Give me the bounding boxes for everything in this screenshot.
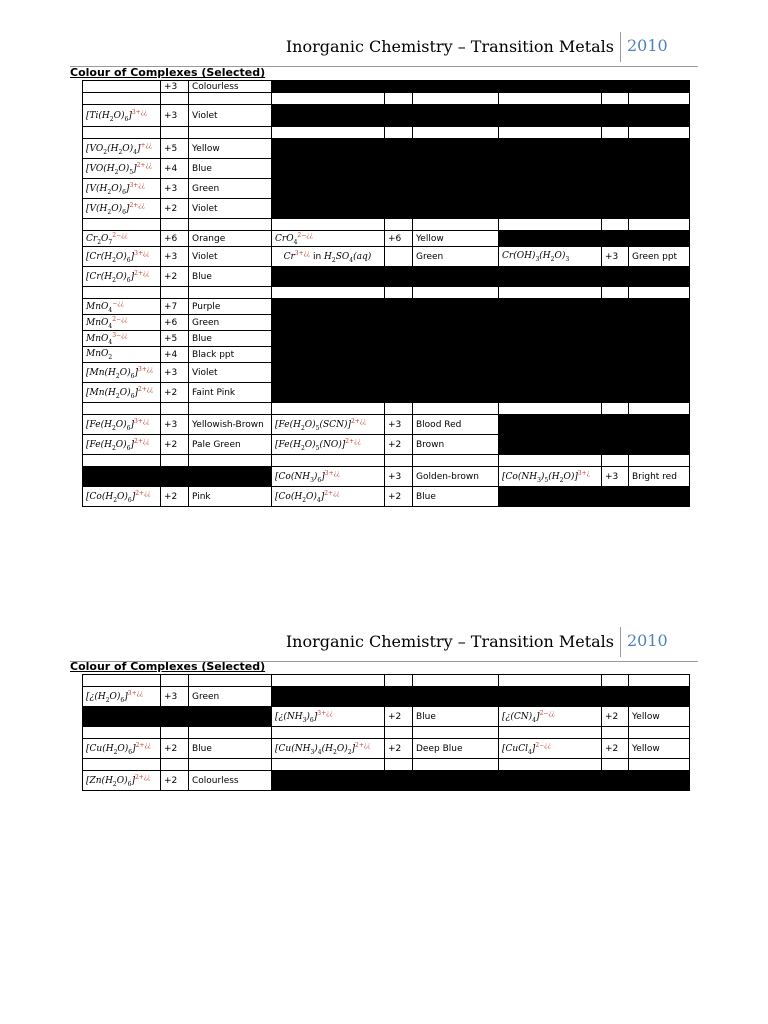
table-cell: +5 bbox=[161, 139, 189, 159]
redacted-cell bbox=[272, 105, 690, 127]
page-header bbox=[70, 625, 698, 662]
formula-cell: $[Ti(H_2O)_6]^{3+¿¿}$ bbox=[83, 105, 161, 127]
table-row bbox=[83, 299, 690, 315]
table-cell bbox=[413, 127, 499, 139]
table-row bbox=[83, 675, 690, 687]
table-row bbox=[83, 727, 690, 739]
formula-cell: $[¿(CN)_4]^{2-¿¿}$ bbox=[499, 707, 602, 727]
formula-cell: $[V(H_2O)_6]^{2+¿¿}$ bbox=[83, 199, 161, 219]
table-cell bbox=[413, 219, 499, 231]
table-cell: +3 bbox=[385, 467, 413, 487]
table-cell: +2 bbox=[161, 487, 189, 507]
table-row bbox=[83, 81, 690, 93]
document-year: 2010 bbox=[627, 36, 668, 55]
table-cell: Black ppt bbox=[189, 347, 272, 363]
formula-cell: $[Mn(H_2O)_6]^{2+¿¿}$ bbox=[83, 383, 161, 403]
table-row bbox=[83, 739, 690, 759]
table-row bbox=[83, 403, 690, 415]
table-cell bbox=[499, 403, 602, 415]
table-cell bbox=[161, 675, 189, 687]
table-cell bbox=[385, 247, 413, 267]
table-cell: Blue bbox=[189, 159, 272, 179]
table-cell: +2 bbox=[161, 199, 189, 219]
table-cell bbox=[413, 727, 499, 739]
table-cell: +3 bbox=[161, 179, 189, 199]
table-cell bbox=[413, 287, 499, 299]
table-cell bbox=[272, 219, 385, 231]
table-cell bbox=[189, 403, 272, 415]
table-cell bbox=[83, 455, 161, 467]
table-cell: Yellow bbox=[629, 707, 690, 727]
table-cell bbox=[272, 127, 385, 139]
table-row bbox=[83, 687, 690, 707]
table-cell bbox=[83, 127, 161, 139]
table-cell bbox=[499, 727, 602, 739]
table-cell bbox=[189, 759, 272, 771]
table-cell bbox=[189, 219, 272, 231]
table-cell: Violet bbox=[189, 363, 272, 383]
document-title: Inorganic Chemistry – Transition Metals bbox=[285, 632, 614, 651]
table-row bbox=[83, 455, 690, 467]
table-cell: +5 bbox=[161, 331, 189, 347]
table-cell: Pink bbox=[189, 487, 272, 507]
redacted-cell bbox=[272, 139, 690, 219]
table-cell: Green bbox=[413, 247, 499, 267]
table-cell bbox=[629, 455, 690, 467]
table-cell bbox=[602, 759, 629, 771]
redacted-cell bbox=[499, 415, 690, 455]
table-row bbox=[83, 467, 690, 487]
table-cell: +2 bbox=[161, 435, 189, 455]
table-cell bbox=[499, 93, 602, 105]
table-row bbox=[83, 231, 690, 247]
formula-cell: $[Fe(H_2O)_6]^{2+¿¿}$ bbox=[83, 435, 161, 455]
table-cell bbox=[499, 455, 602, 467]
table-cell: +7 bbox=[161, 299, 189, 315]
table-cell bbox=[499, 675, 602, 687]
table-cell bbox=[385, 127, 413, 139]
table-row bbox=[83, 707, 690, 727]
table-cell bbox=[499, 287, 602, 299]
table-cell bbox=[413, 759, 499, 771]
table-cell: +2 bbox=[161, 739, 189, 759]
header-divider bbox=[620, 627, 621, 657]
header-divider bbox=[620, 32, 621, 62]
table-row bbox=[83, 93, 690, 105]
formula-cell: $[VO_2(H_2O)_4]^{+¿¿}$ bbox=[83, 139, 161, 159]
formula-cell: $[V(H_2O)_6]^{3+¿¿}$ bbox=[83, 179, 161, 199]
table-row bbox=[83, 127, 690, 139]
formula-cell: $[Fe(H_2O)_5(NO)]^{2+¿¿}$ bbox=[272, 435, 385, 455]
table-cell bbox=[83, 403, 161, 415]
table-cell bbox=[161, 727, 189, 739]
table-cell: Deep Blue bbox=[413, 739, 499, 759]
table-cell bbox=[413, 403, 499, 415]
table-cell: Blue bbox=[413, 487, 499, 507]
section-subtitle: Colour of Complexes (Selected) bbox=[70, 66, 266, 79]
table-cell: Green bbox=[189, 315, 272, 331]
table-cell: Yellowish-Brown bbox=[189, 415, 272, 435]
table-cell: Green bbox=[189, 687, 272, 707]
table-cell: Orange bbox=[189, 231, 272, 247]
table-cell: +6 bbox=[385, 231, 413, 247]
table-cell bbox=[189, 455, 272, 467]
table-cell: Green bbox=[189, 179, 272, 199]
table-cell bbox=[499, 759, 602, 771]
formula-cell: MnO$_4$−¿¿ bbox=[83, 299, 161, 315]
formula-cell: $[¿(NH_3)_6]^{3+¿¿}$ bbox=[272, 707, 385, 727]
formula-cell: $[Cr(H_2O)_6]^{3+¿¿}$ bbox=[83, 247, 161, 267]
table-cell bbox=[189, 127, 272, 139]
table-cell bbox=[602, 403, 629, 415]
table-cell: Violet bbox=[189, 199, 272, 219]
table-cell bbox=[629, 93, 690, 105]
table-cell: Blue bbox=[189, 267, 272, 287]
table-cell: Violet bbox=[189, 105, 272, 127]
table-cell bbox=[161, 127, 189, 139]
table-cell bbox=[385, 759, 413, 771]
document-title: Inorganic Chemistry – Transition Metals bbox=[285, 37, 614, 56]
table-cell: Golden-brown bbox=[413, 467, 499, 487]
table-cell bbox=[602, 727, 629, 739]
table-cell: +3 bbox=[602, 247, 629, 267]
table-cell: Brown bbox=[413, 435, 499, 455]
table-cell: +3 bbox=[161, 363, 189, 383]
table-cell bbox=[272, 759, 385, 771]
table-cell: +3 bbox=[161, 687, 189, 707]
table-cell bbox=[629, 127, 690, 139]
formula-cell: CrO$_4^{2-¿¿}$ bbox=[272, 231, 385, 247]
formula-cell: $[Co(H_2O)_6]^{2+¿¿}$ bbox=[83, 487, 161, 507]
table-cell: +2 bbox=[385, 435, 413, 455]
table-cell bbox=[385, 287, 413, 299]
table-cell bbox=[272, 403, 385, 415]
table-cell bbox=[83, 93, 161, 105]
table-cell: Blood Red bbox=[413, 415, 499, 435]
table-cell: +3 bbox=[161, 105, 189, 127]
table-cell: Colourless bbox=[189, 81, 272, 93]
table-cell bbox=[161, 219, 189, 231]
formula-cell: $[Fe(H_2O)_6]^{3+¿¿}$ bbox=[83, 415, 161, 435]
table-row bbox=[83, 219, 690, 231]
table-row bbox=[83, 487, 690, 507]
table-cell bbox=[629, 675, 690, 687]
table-cell: +2 bbox=[161, 383, 189, 403]
table-cell bbox=[272, 727, 385, 739]
redacted-cell bbox=[272, 299, 690, 403]
table-cell: Yellow bbox=[189, 139, 272, 159]
table-row bbox=[83, 287, 690, 299]
table-cell bbox=[272, 93, 385, 105]
formula-cell: $[Cr(H_2O)_6]^{2+¿¿}$ bbox=[83, 267, 161, 287]
formula-cell: $Cr^{3+¿¿}$ in $H_2SO_4(aq)$ bbox=[272, 247, 385, 267]
table-cell: Pale Green bbox=[189, 435, 272, 455]
table-cell bbox=[189, 287, 272, 299]
table-cell: Blue bbox=[413, 707, 499, 727]
table-row bbox=[83, 247, 690, 267]
table-cell: +3 bbox=[161, 81, 189, 93]
formula-cell: $[Cu(H_2O)_6]^{2+¿¿}$ bbox=[83, 739, 161, 759]
table-cell: +3 bbox=[602, 467, 629, 487]
table-cell bbox=[629, 759, 690, 771]
table-cell: Green ppt bbox=[629, 247, 690, 267]
complexes-table bbox=[82, 80, 690, 507]
table-cell bbox=[385, 403, 413, 415]
table-cell: +2 bbox=[602, 739, 629, 759]
table-cell bbox=[83, 287, 161, 299]
table-row bbox=[83, 105, 690, 127]
redacted-cell bbox=[272, 687, 690, 707]
table-cell: +2 bbox=[602, 707, 629, 727]
formula-cell: $[Co(NH_3)_6]^{3+¿¿}$ bbox=[272, 467, 385, 487]
document-year: 2010 bbox=[627, 631, 668, 650]
table-cell: +2 bbox=[161, 267, 189, 287]
formula-cell: $[Co(H_2O)_4]^{2+¿¿}$ bbox=[272, 487, 385, 507]
table-cell bbox=[602, 93, 629, 105]
redacted-cell bbox=[272, 771, 690, 791]
table-cell: +4 bbox=[161, 347, 189, 363]
table-cell: Violet bbox=[189, 247, 272, 267]
formula-cell: $[Mn(H_2O)_6]^{3+¿¿}$ bbox=[83, 363, 161, 383]
table-cell: +3 bbox=[161, 247, 189, 267]
formula-cell: $Cr(OH)_3(H_2O)_3$ bbox=[499, 247, 602, 267]
formula-cell: $[Fe(H_2O)_5(SCN)]^{2+¿¿}$ bbox=[272, 415, 385, 435]
table-cell bbox=[161, 287, 189, 299]
table-cell: +6 bbox=[161, 315, 189, 331]
table-cell bbox=[83, 727, 161, 739]
table-cell: +4 bbox=[161, 159, 189, 179]
table-cell bbox=[189, 675, 272, 687]
formula-cell: $[Zn(H_2O)_6]^{2+¿¿}$ bbox=[83, 771, 161, 791]
formula-cell: $[¿(H_2O)_6]^{3+¿¿}$ bbox=[83, 687, 161, 707]
table-row bbox=[83, 267, 690, 287]
table-cell bbox=[272, 287, 385, 299]
table-row bbox=[83, 771, 690, 791]
table-cell bbox=[629, 287, 690, 299]
table-row bbox=[83, 139, 690, 159]
formula-cell: MnO$_4^{3-¿¿}$ bbox=[83, 331, 161, 347]
table-cell: Blue bbox=[189, 331, 272, 347]
table-cell bbox=[385, 219, 413, 231]
table-cell: +2 bbox=[161, 771, 189, 791]
formula-cell: [CuCl$_4$]$^{2-¿¿}$ bbox=[499, 739, 602, 759]
table-cell: +2 bbox=[385, 487, 413, 507]
formula-cell: MnO$_2$ bbox=[83, 347, 161, 363]
table-cell: Yellow bbox=[629, 739, 690, 759]
table-cell bbox=[413, 93, 499, 105]
formula-cell: $Cr_2O_7^{2-¿¿}$ bbox=[83, 231, 161, 247]
table-cell: Faint Pink bbox=[189, 383, 272, 403]
table-cell: Yellow bbox=[413, 231, 499, 247]
table-cell bbox=[189, 727, 272, 739]
table-cell bbox=[83, 81, 161, 93]
table-cell bbox=[413, 675, 499, 687]
table-cell: +6 bbox=[161, 231, 189, 247]
redacted-cell bbox=[83, 707, 272, 727]
table-cell bbox=[189, 93, 272, 105]
table-cell: Bright red bbox=[629, 467, 690, 487]
table-cell bbox=[385, 675, 413, 687]
table-cell bbox=[629, 219, 690, 231]
redacted-cell bbox=[499, 231, 690, 247]
table-cell bbox=[272, 455, 385, 467]
formula-cell: $[VO(H_2O)_5]^{2+¿¿}$ bbox=[83, 159, 161, 179]
page-header bbox=[70, 30, 698, 67]
redacted-cell bbox=[499, 487, 690, 507]
table-cell bbox=[83, 759, 161, 771]
table-cell bbox=[602, 675, 629, 687]
table-cell: +2 bbox=[385, 739, 413, 759]
table-cell: +3 bbox=[161, 415, 189, 435]
formula-cell: MnO$_4^{2-¿¿}$ bbox=[83, 315, 161, 331]
table-cell bbox=[602, 127, 629, 139]
table-cell: Colourless bbox=[189, 771, 272, 791]
table-row bbox=[83, 415, 690, 435]
table-cell bbox=[499, 219, 602, 231]
formula-cell: $[Cu(NH_3)_4(H_2O)_2]^{2+¿¿}$ bbox=[272, 739, 385, 759]
table-cell bbox=[413, 455, 499, 467]
redacted-cell bbox=[272, 81, 690, 93]
table-cell bbox=[161, 759, 189, 771]
table-cell bbox=[161, 93, 189, 105]
table-cell bbox=[161, 455, 189, 467]
table-cell: Blue bbox=[189, 739, 272, 759]
table-cell: +2 bbox=[385, 707, 413, 727]
table-cell bbox=[602, 455, 629, 467]
table-cell bbox=[385, 93, 413, 105]
table-cell bbox=[272, 675, 385, 687]
formula-cell: $[Co(NH_3)_5(H_2O)]^{3+¿}$ bbox=[499, 467, 602, 487]
table-cell bbox=[629, 403, 690, 415]
table-cell bbox=[629, 727, 690, 739]
table-cell: +3 bbox=[385, 415, 413, 435]
table-cell: Purple bbox=[189, 299, 272, 315]
table-cell bbox=[602, 287, 629, 299]
table-cell bbox=[499, 127, 602, 139]
section-subtitle: Colour of Complexes (Selected) bbox=[70, 660, 266, 673]
redacted-cell bbox=[83, 467, 272, 487]
redacted-cell bbox=[272, 267, 690, 287]
table-cell bbox=[385, 455, 413, 467]
table-cell bbox=[83, 675, 161, 687]
table-cell bbox=[83, 219, 161, 231]
table-cell bbox=[602, 219, 629, 231]
table-cell bbox=[161, 403, 189, 415]
table-row bbox=[83, 759, 690, 771]
table-cell bbox=[385, 727, 413, 739]
complexes-table bbox=[82, 674, 690, 791]
